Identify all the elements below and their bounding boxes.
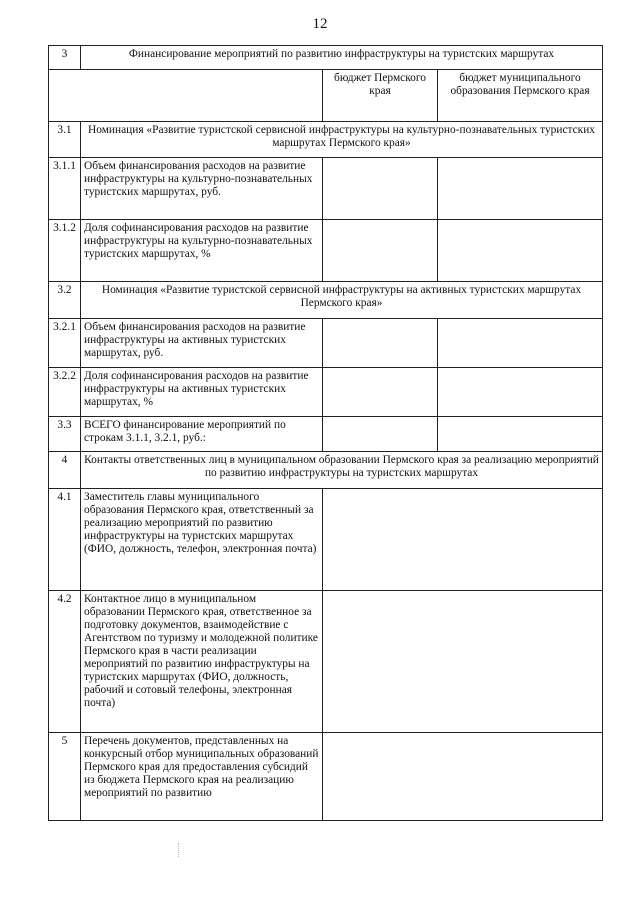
nomination-title: Номинация «Развитие туристской сервисной инфраструктуры на культурно-познавательных туристских маршрутах Пермского края» [81, 122, 603, 158]
row-4-2 [49, 591, 603, 733]
page-number: 12 [312, 16, 328, 32]
nomination-title: Номинация «Развитие туристской сервисной инфраструктуры на активных туристских маршрутах Пермского края» [81, 282, 603, 319]
municipal-budget-value-cell[interactable] [438, 220, 603, 282]
row-3-2-1 [49, 319, 603, 368]
municipal-budget-value-cell[interactable] [438, 368, 603, 417]
row-3-2-2 [49, 368, 603, 417]
row-5 [49, 733, 603, 821]
row-3-3 [49, 417, 603, 452]
row-label: Объем финансирования расходов на развитие инфраструктуры на культурно-познавательных туристских маршрутах, руб. [81, 158, 323, 220]
row-3-1 [49, 122, 603, 158]
contact-value-cell[interactable] [323, 489, 603, 591]
row-number: 3.2.2 [49, 368, 81, 417]
row-number: 3.2 [49, 282, 81, 319]
row-label: Контактное лицо в муниципальном образовании Пермского края, ответственное за подготовку документов, взаимодействие с Агентством по туризму и молодежной политике Пермского края в части реализации мероприятий по развитию инфраструктуры на туристских маршрутах (ФИО, должность, рабочий и сотовый телефоны, электронная почта) [81, 591, 323, 733]
section-4-title: Контакты ответственных лиц в муниципальном образовании Пермского края за реализацию мероприятий по развитию инфраструктуры на туристских маршрутах [81, 452, 603, 489]
regional-budget-value-cell[interactable] [323, 220, 438, 282]
row-number: 4.2 [49, 591, 81, 733]
row-number: 3.1.1 [49, 158, 81, 220]
row-3-2 [49, 282, 603, 319]
row-label: Объем финансирования расходов на развитие инфраструктуры на активных туристских маршрутах, руб. [81, 319, 323, 368]
section-3-row [49, 46, 603, 70]
section-3-title: Финансирование мероприятий по развитию инфраструктуры на туристских маршрутах [81, 46, 603, 70]
column-header-regional-budget: бюджет Пермского края [323, 70, 438, 122]
row-label: ВСЕГО финансирование мероприятий по строкам 3.1.1, 3.2.1, руб.: [81, 417, 323, 452]
row-number: 3.1.2 [49, 220, 81, 282]
row-number: 4.1 [49, 489, 81, 591]
row-number: 3.2.1 [49, 319, 81, 368]
row-number: 3 [49, 46, 81, 70]
application-form-table [48, 45, 603, 821]
column-header-municipal-budget: бюджет муниципального образования Пермского края [438, 70, 603, 122]
scan-mark [178, 843, 180, 857]
municipal-budget-value-cell[interactable] [438, 319, 603, 368]
regional-budget-value-cell[interactable] [323, 368, 438, 417]
section-4-row [49, 452, 603, 489]
row-label: Доля софинансирования расходов на развитие инфраструктуры на активных туристских маршрутах, % [81, 368, 323, 417]
row-number: 3.1 [49, 122, 81, 158]
row-3-1-2 [49, 220, 603, 282]
header-empty-cell [49, 70, 323, 122]
row-number: 5 [49, 733, 81, 821]
row-number: 4 [49, 452, 81, 489]
row-4-1 [49, 489, 603, 591]
municipal-budget-value-cell[interactable] [438, 158, 603, 220]
contact-value-cell[interactable] [323, 591, 603, 733]
regional-budget-total-cell[interactable] [323, 417, 438, 452]
regional-budget-value-cell[interactable] [323, 158, 438, 220]
row-label: Перечень документов, представленных на конкурсный отбор муниципальных образований Пермского края для предоставления субсидий из бюджета Пермского края на реализацию мероприятий по развитию [81, 733, 323, 821]
municipal-budget-total-cell[interactable] [438, 417, 603, 452]
row-3-1-1 [49, 158, 603, 220]
regional-budget-value-cell[interactable] [323, 319, 438, 368]
row-number: 3.3 [49, 417, 81, 452]
budget-header-row [49, 70, 603, 122]
row-label: Доля софинансирования расходов на развитие инфраструктуры на культурно-познавательных туристских маршрутах, % [81, 220, 323, 282]
documents-list-cell[interactable] [323, 733, 603, 821]
row-label: Заместитель главы муниципального образования Пермского края, ответственный за реализацию мероприятий по развитию инфраструктуры на туристских маршрутах (ФИО, должность, телефон, электронная почта) [81, 489, 323, 591]
